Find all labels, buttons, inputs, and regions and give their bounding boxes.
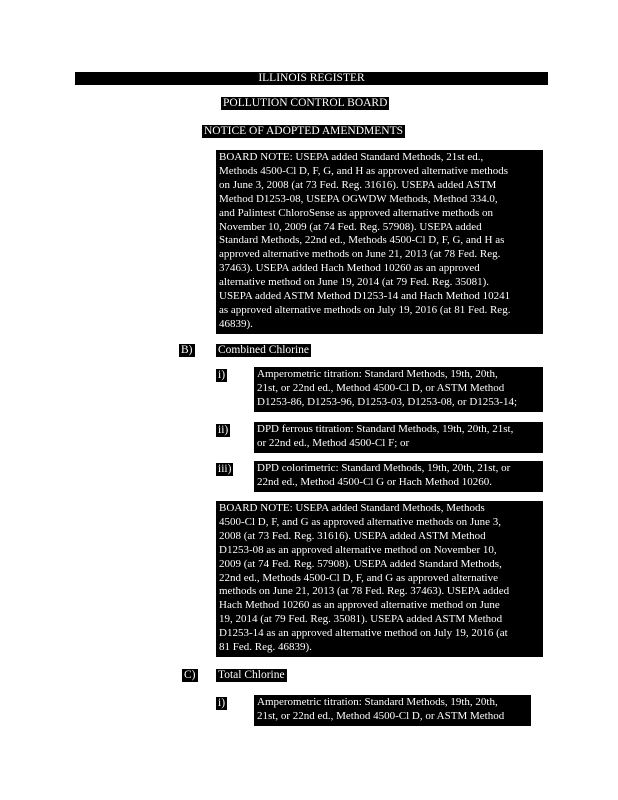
item-c-i-number: i) — [218, 697, 226, 709]
item-line: 22nd ed., Method 4500-Cl G or Hach Method 10260. — [257, 475, 492, 488]
agency-title: POLLUTION CONTROL BOARD — [223, 97, 388, 109]
item-line: 21st, or 22nd ed., Method 4500-Cl D, or ASTM Method — [257, 709, 505, 722]
note-line: 2008 (at 73 Fed. Reg. 31616). USEPA added ASTM Method — [219, 529, 486, 542]
register-header-bar — [75, 72, 548, 85]
item-b-ii-text — [254, 422, 543, 453]
item-b-iii-number: iii) — [218, 463, 232, 475]
item-line: Amperometric titration: Standard Methods, 19th, 20th, — [257, 368, 498, 380]
item-line: 21st, or 22nd ed., Method 4500-Cl D, or ASTM Method — [257, 381, 505, 394]
section-c-letter: C) — [184, 669, 196, 681]
section-c-title: Total Chlorine — [218, 669, 285, 681]
note-line: 22nd ed., Methods 4500-Cl D, F, and G as approved alternative — [219, 571, 498, 584]
note-line: 2009 (at 74 Fed. Reg. 57908). USEPA added Standard Methods, — [219, 557, 502, 570]
note-line: November 10, 2009 (at 74 Fed. Reg. 57908). USEPA added — [219, 220, 482, 233]
note-line: BOARD NOTE: USEPA added Standard Methods, Methods — [219, 502, 485, 514]
note-line: USEPA added ASTM Method D1253-14 and Hach Method 10241 — [219, 290, 511, 303]
item-b-iii-text — [254, 461, 543, 492]
note-line: D1253-14 as an approved alternative method on July 19, 2016 (at — [219, 627, 508, 640]
note-line: Standard Methods, 22nd ed., Methods 4500-Cl D, F, G, and H as — [219, 234, 505, 247]
note-line: approved alternative methods on June 21, 2013 (at 78 Fed. Reg. — [219, 248, 501, 261]
item-line: Amperometric titration: Standard Methods, 19th, 20th, — [257, 696, 498, 708]
section-b-title: Combined Chlorine — [218, 344, 310, 356]
item-b-i-text — [254, 367, 543, 412]
note-line: and Palintest ChloroSense as approved alternative methods on — [219, 206, 494, 219]
board-note-1 — [216, 150, 543, 334]
section-b-letter: B) — [181, 344, 193, 356]
item-line: DPD ferrous titration: Standard Methods, 19th, 20th, 21st, — [257, 423, 514, 435]
note-line: 19, 2014 (at 79 Fed. Reg. 35081). USEPA added ASTM Method — [219, 613, 503, 626]
note-line: Method D1253-08, USEPA OGWDW Methods, Method 334.0, — [219, 192, 498, 205]
note-line: as approved alternative methods on July 19, 2016 (at 81 Fed. Reg. — [219, 303, 511, 316]
note-line: Hach Method 10260 as an approved alternative method on June — [219, 599, 500, 612]
note-line: 46839). — [219, 317, 253, 330]
note-line: on June 3, 2008 (at 73 Fed. Reg. 31616). USEPA added ASTM — [219, 178, 497, 191]
notice-title: NOTICE OF ADOPTED AMENDMENTS — [204, 125, 404, 137]
item-line: DPD colorimetric: Standard Methods, 19th, 20th, 21st, or — [257, 462, 511, 474]
note-line: 81 Fed. Reg. 46839). — [219, 641, 312, 654]
item-b-i-number: i) — [218, 369, 226, 381]
item-c-i-text — [254, 695, 531, 726]
note-line: 4500-Cl D, F, and G as approved alternative methods on June 3, — [219, 515, 502, 528]
note-line: alternative method on June 19, 2014 (at 79 Fed. Reg. 35081). — [219, 276, 490, 289]
note-line: methods on June 21, 2013 (at 78 Fed. Reg. 37463). USEPA added — [219, 585, 510, 598]
register-title: ILLINOIS REGISTER — [258, 72, 365, 84]
board-note-2 — [216, 501, 543, 657]
note-line: D1253-08 as an approved alternative method on November 10, — [219, 543, 497, 556]
item-line: or 22nd ed., Method 4500-Cl F; or — [257, 436, 410, 449]
note-line: 37463). USEPA added Hach Method 10260 as an approved — [219, 262, 480, 275]
item-b-ii-number: ii) — [218, 424, 229, 436]
item-line: D1253-86, D1253-96, D1253-03, D1253-08, or D1253-14; — [257, 395, 518, 408]
note-line: BOARD NOTE: USEPA added Standard Methods, 21st ed., — [219, 151, 484, 163]
note-line: Methods 4500-Cl D, F, G, and H as approved alternative methods — [219, 164, 509, 177]
